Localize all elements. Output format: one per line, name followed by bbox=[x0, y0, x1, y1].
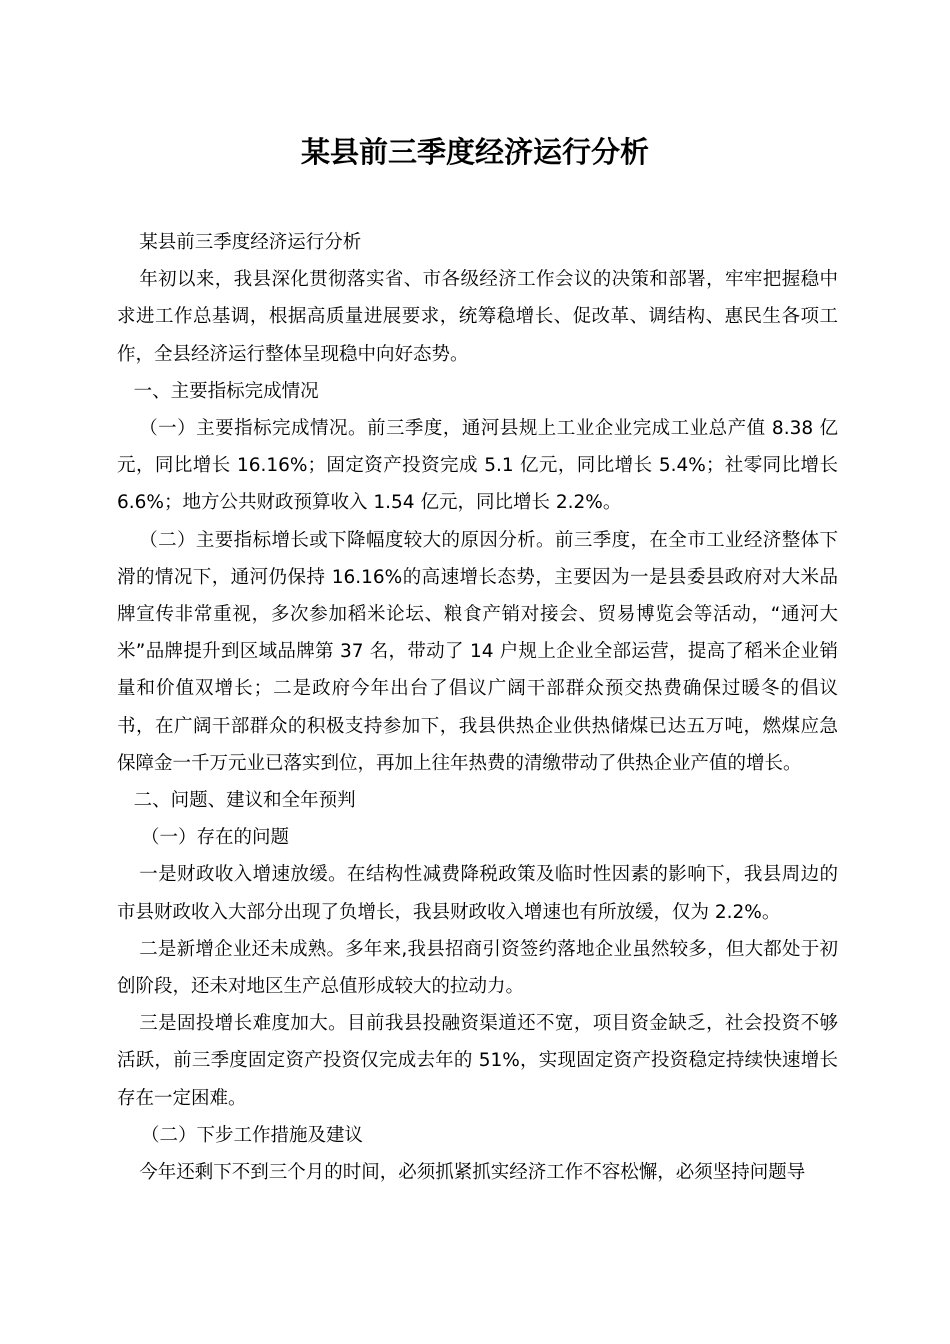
subsection-heading-measures: （二）下步工作措施及建议 bbox=[141, 1124, 364, 1146]
section-heading-2: 二、问题、建议和全年预判 bbox=[133, 790, 356, 812]
subsection-heading-problems: （一）存在的问题 bbox=[141, 827, 290, 849]
paragraph-measures: 今年还剩下不到三个月的时间，必须抓紧抓实经济工作不容松懈，必须坚持问题导 bbox=[139, 1162, 806, 1184]
paragraph-reasons: （二）主要指标增长或下降幅度较大的原因分析。前三季度，在全市工业经济整体下滑的情况下，通河仍保持 16.16%的高速增长态势，主要因为一是县委县政府对大米品牌宣传非常重视，多次参加稻米论坛、粮食产销对接会、贸易博览会等活动，“通河大米”品牌提升到区域品牌第 37 名，带动了 14 户规上企业全部运营，提高了稻米企业销量和价值双增长；二是政府今年出台了倡议广阔干部群众预交热费确保过暖冬的倡议书，在广阔干部群众的积极支持参加下，我县供热企业供热储煤已达五万吨，燃煤应急保障金一千万元业已落实到位，再加上往年热费的清缴带动了供热企业产值的增长。 bbox=[117, 529, 838, 774]
paragraph-problem-2: 二是新增企业还未成熟。多年来,我县招商引资签约落地企业虽然较多，但大都处于初创阶段，还未对地区生产总值形成较大的拉动力。 bbox=[117, 938, 838, 998]
paragraph-problem-3: 三是固投增长难度加大。目前我县投融资渠道还不宽，项目资金缺乏，社会投资不够活跃，前三季度固定资产投资仅完成去年的 51%，实现固定资产投资稳定持续快速增长存在一定困难。 bbox=[117, 1013, 838, 1109]
paragraph-indicators: （一）主要指标完成情况。前三季度，通河县规上工业企业完成工业总产值 8.38 亿元，同比增长 16.16%；固定资产投资完成 5.1 亿元，同比增长 5.4%；社零同比增长 6.6%；地方公共财政预算收入 1.54 亿元，同比增长 2.2%。 bbox=[117, 418, 838, 514]
document-body bbox=[117, 224, 838, 1191]
paragraph-problem-1: 一是财政收入增速放缓。在结构性减费降税政策及临时性因素的影响下，我县周边的市县财政收入大部分出现了负增长，我县财政收入增速也有所放缓，仅为 2.2%。 bbox=[117, 864, 838, 923]
section-heading-1: 一、主要指标完成情况 bbox=[133, 380, 319, 402]
document-title: 某县前三季度经济运行分析 bbox=[300, 135, 649, 169]
paragraph-subtitle: 某县前三季度经济运行分析 bbox=[139, 232, 362, 253]
paragraph-intro: 年初以来，我县深化贯彻落实省、市各级经济工作会议的决策和部署，牢牢把握稳中求进工作总基调，根据高质量进展要求，统筹稳增长、促改革、调结构、惠民生各项工作，全县经济运行整体呈现稳中向好态势。 bbox=[117, 269, 838, 365]
